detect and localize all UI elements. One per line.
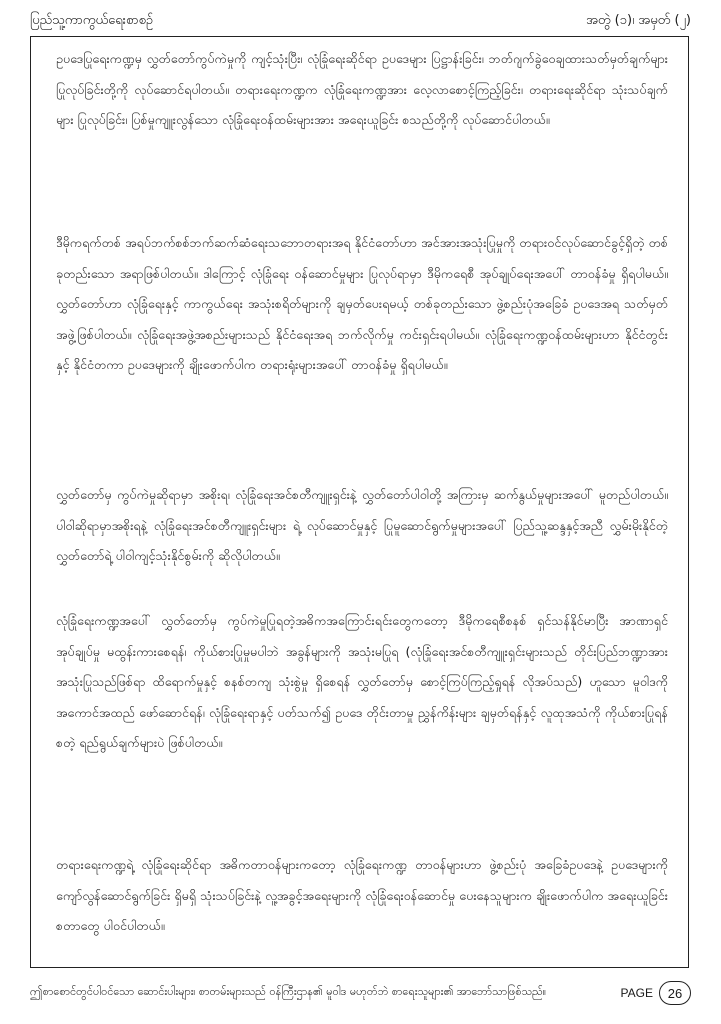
page-label: PAGE	[620, 986, 653, 1000]
paragraph-3: လွှတ်တော်မှ ကွပ်ကဲမှုဆိုရာမှာ အစိုးရ၊ လုံခြုံရေးအင်စတီကျူးရှင်းနဲ့ လွှတ်တော်ပါဝါတို့ အကြားမှ ဆက်နွယ်မှုများအပေါ် မူတည်ပါတယ်။ ပါဝါဆိုရာမှာအစိုးရနဲ့ လုံခြုံရေးအင်စတီကျူးရှင်းများ ရဲ့ လုပ်ဆောင်မှုနှင့် ပြုမူဆောင်ရွက်မှုများအပေါ် ပြည်သူ့ဆန္ဒနှင့်အညီ လွှမ်းမိုးနိုင်တဲ့ လွှတ်တော်ရဲ့ ပါဝါကျင့်သုံးနိုင်စွမ်းကို ဆိုလိုပါတယ်။	[56, 487, 668, 563]
paragraph-1: ဥပဒေပြုရေးကဏ္ဍမှ လွှတ်တော်ကွပ်ကဲမှုကို ကျင့်သုံးပြီး၊ လုံခြုံရေးဆိုင်ရာ ဥပဒေများ ပြဋ္ဌာန်းခြင်း၊ ဘတ်ဂျက်ခွဲဝေချထားသတ်မှတ်ချက်များ ပြုလုပ်ခြင်းတို့ကို လုပ်ဆောင်ရပါတယ်။ တရားရေးကဏ္ဍက လုံခြုံရေးကဏ္ဍအား လေ့လာစောင့်ကြည့်ခြင်း၊ တရားရေးဆိုင်ရာ သုံးသပ်ချက်များ ပြုလုပ်ခြင်း၊ ပြစ်မှုကျူးလွန်သော လုံခြုံရေးဝန်ထမ်းများအား အရေးယူခြင်း စသည်တို့ကို လုပ်ဆောင်ပါတယ်။	[56, 51, 668, 127]
book-title: ပြည်သူ့ကာကွယ်ရေးစာစဥ်	[30, 12, 154, 28]
volume-info: အတွဲ (၁)၊ အမှတ် (၂)	[585, 12, 691, 28]
page-footer	[30, 978, 691, 1008]
page-header	[30, 8, 691, 34]
paragraph-4: လုံခြုံရေးကဏ္ဍအပေါ် လွှတ်တော်မှ ကွပ်ကဲမှုပြုရတဲ့အဓိကအကြောင်းရင်းတွေကတော့ ဒီမိုကရေစီစနစ် ရှင်သန်နိုင်မာပြီး အာဏာရှင်အုပ်ချုပ်မှု မထွန်းကားစေရန်၊ ကိုယ်စားပြုမှုမပါဘဲ အခွန်များကို အသုံးမပြုရ (လုံခြုံရေးအင်စတီကျူးရှင်းများသည် တိုင်းပြည်ဘဏ္ဍာအား အသုံးပြုသည်ဖြစ်ရာ ထိရောက်မှုနှင့် စနစ်တကျ သုံးစွဲမှု ရှိစေရန် လွှတ်တော်မှ စောင့်ကြပ်ကြည့်ရှုရန် လိုအပ်သည်) ဟူသော မူဝါဒကို အကောင်အထည် ဖော်ဆောင်ရန်၊ လုံခြုံရေးရာနှင့် ပတ်သက်၍ ဥပဒေ တိုင်းတာမှု ညွှန်ကိန်းများ ချမှတ်ရန်နှင့် လူထုအသံကို ကိုယ်စားပြုရန် စတဲ့ ရည်ရွယ်ချက်များပဲ ဖြစ်ပါတယ်။	[56, 613, 668, 750]
paragraph-5: တရားရေးကဏ္ဍရဲ့ လုံခြုံရေးဆိုင်ရာ အဓိကတာဝန်များကတော့ လုံခြုံရေးကဏ္ဍ တာဝန်များဟာ ဖွဲ့စည်းပုံ အခြေခံဥပဒေနဲ့ ဥပဒေများကို ကျော်လွန်ဆောင်ရွက်ခြင်း ရှိမရှိ သုံးသပ်ခြင်းနဲ့ လူ့အခွင့်အရေးများကို လုံခြုံရေးဝန်ဆောင်မှု ပေးနေသူများက ချိုးဖောက်ပါက အရေးယူခြင်း စတာတွေ ပါဝင်ပါတယ်။	[56, 857, 668, 933]
paragraph-2: ဒီမိုကရက်တစ် အရပ်ဘက်စစ်ဘက်ဆက်ဆံရေးသဘောတရားအရ နိုင်ငံတော်ဟာ အင်အားအသုံးပြုမှုကို တရားဝင်လုပ်ဆောင်ခွင့်ရှိတဲ့ တစ်ခုတည်းသော အရာဖြစ်ပါတယ်။ ဒါကြောင့် လုံခြုံရေး ဝန်ဆောင်မှုများ ပြုလုပ်ရာမှာ ဒီမိုကရေစီ အုပ်ချုပ်ရေးအပေါ် တာဝန်ခံမှု ရှိရပါမယ်။ လွှတ်တော်ဟာ လုံခြုံရေးနှင့် ကာကွယ်ရေး အသုံးစရိတ်များကို ချမှတ်ပေးရမယ့် တစ်ခုတည်းသော ဖွဲ့စည်းပုံအခြေခံ ဥပဒေအရ သတ်မှတ်အဖွဲ့ဖြစ်ပါတယ်။ လုံခြုံရေးအဖွဲ့အစည်းများသည် နိုင်ငံရေးအရ ဘက်လိုက်မှု ကင်းရှင်းရပါမယ်။ လုံခြုံရေးကဏ္ဍဝန်ထမ်းများဟာ နိုင်ငံတွင်းနှင့် နိုင်ငံတကာ ဥပဒေများကို ချိုးဖောက်ပါက တရားရုံးများအပေါ် တာဝန်ခံမှု ရှိရပါမယ်။	[56, 235, 668, 372]
disclaimer-note: ဤစာစောင်တွင်ပါဝင်သော ဆောင်းပါးများ၊ စာတမ်းများသည် ဝန်ကြီးဌာန၏ မူဝါဒ မဟုတ်ဘဲ စာရေးသူများ၏ အာဘော်သာဖြစ်သည်။	[30, 985, 547, 998]
page-number: 26	[659, 981, 691, 1005]
